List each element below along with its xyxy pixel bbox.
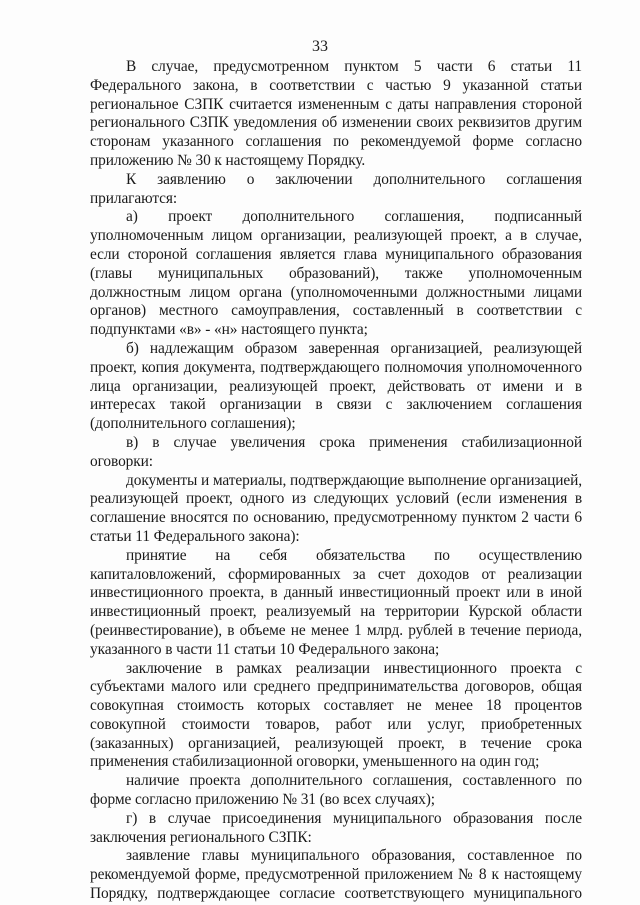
paragraph: наличие проекта дополнительного соглашения, составленного по форме согласно приложению № 31 (во всех случаях); [90, 772, 582, 809]
document-body [90, 58, 582, 904]
page-number: 33 [312, 38, 328, 55]
paragraph: а) проект дополнительного соглашения, подписанный уполномоченным лицом организации, реализующей проект, а в случае, если стороной соглашения является глава муниципального образования (главы муниципальных образований), также уполномоченным должностным лицом органа (уполномоченными должностными лицами органов) местного самоуправления, составленный в соответствии с подпунктами «в» - «н» настоящего пункта; [90, 208, 582, 339]
paragraph: К заявлению о заключении дополнительного соглашения прилагаются: [90, 170, 582, 207]
paragraph: принятие на себя обязательства по осуществлению капиталовложений, сформированных за счет доходов от реализации инвестиционного проекта, в данный инвестиционный проект или в иной инвестиционный проект, реализуемый на территории Курской области (реинвестирование), в объеме не менее 1 млрд. рублей в течение периода, указанного в части 11 статьи 10 Федерального закона; [90, 546, 582, 658]
paragraph: заключение в рамках реализации инвестиционного проекта с субъектами малого или среднего предпринимательства договоров, общая совокупная стоимость которых составляет не менее 18 процентов совокупной стоимости товаров, работ или услуг, приобретенных (заказанных) организацией, реализующей проект, в течение срока применения стабилизационной оговорки, уменьшенного на один год; [90, 659, 582, 771]
paragraph: заявление главы муниципального образования, составленное по рекомендуемой форме, предусмотренной приложением № 8 к настоящему Порядку, подтверждающее согласие соответствующего муниципального [90, 847, 582, 903]
paragraph: документы и материалы, подтверждающие выполнение организацией, реализующей проект, одного из следующих условий (если изменения в соглашение вносятся по основанию, предусмотренному пунктом 2 части 6 статьи 11 Федерального закона): [90, 471, 582, 545]
paragraph: г) в случае присоединения муниципального образования после заключения регионального СЗПК: [90, 809, 582, 846]
paragraph: В случае, предусмотренном пунктом 5 части 6 статьи 11 Федерального закона, в соответствии с частью 9 указанной статьи региональное СЗПК считается измененным с даты направления стороной регионального СЗПК уведомления об изменении своих реквизитов другим сторонам указанного соглашения по рекомендуемой форме согласно приложению № 30 к настоящему Порядку. [90, 58, 582, 169]
paragraph: б) надлежащим образом заверенная организацией, реализующей проект, копия документа, подтверждающего полномочия уполномоченного лица организации, реализующей проект, действовать от имени и в интересах такой организации в связи с заключением соглашения (дополнительного соглашения); [90, 339, 582, 433]
paragraph: в) в случае увеличения срока применения стабилизационной оговорки: [90, 433, 582, 470]
